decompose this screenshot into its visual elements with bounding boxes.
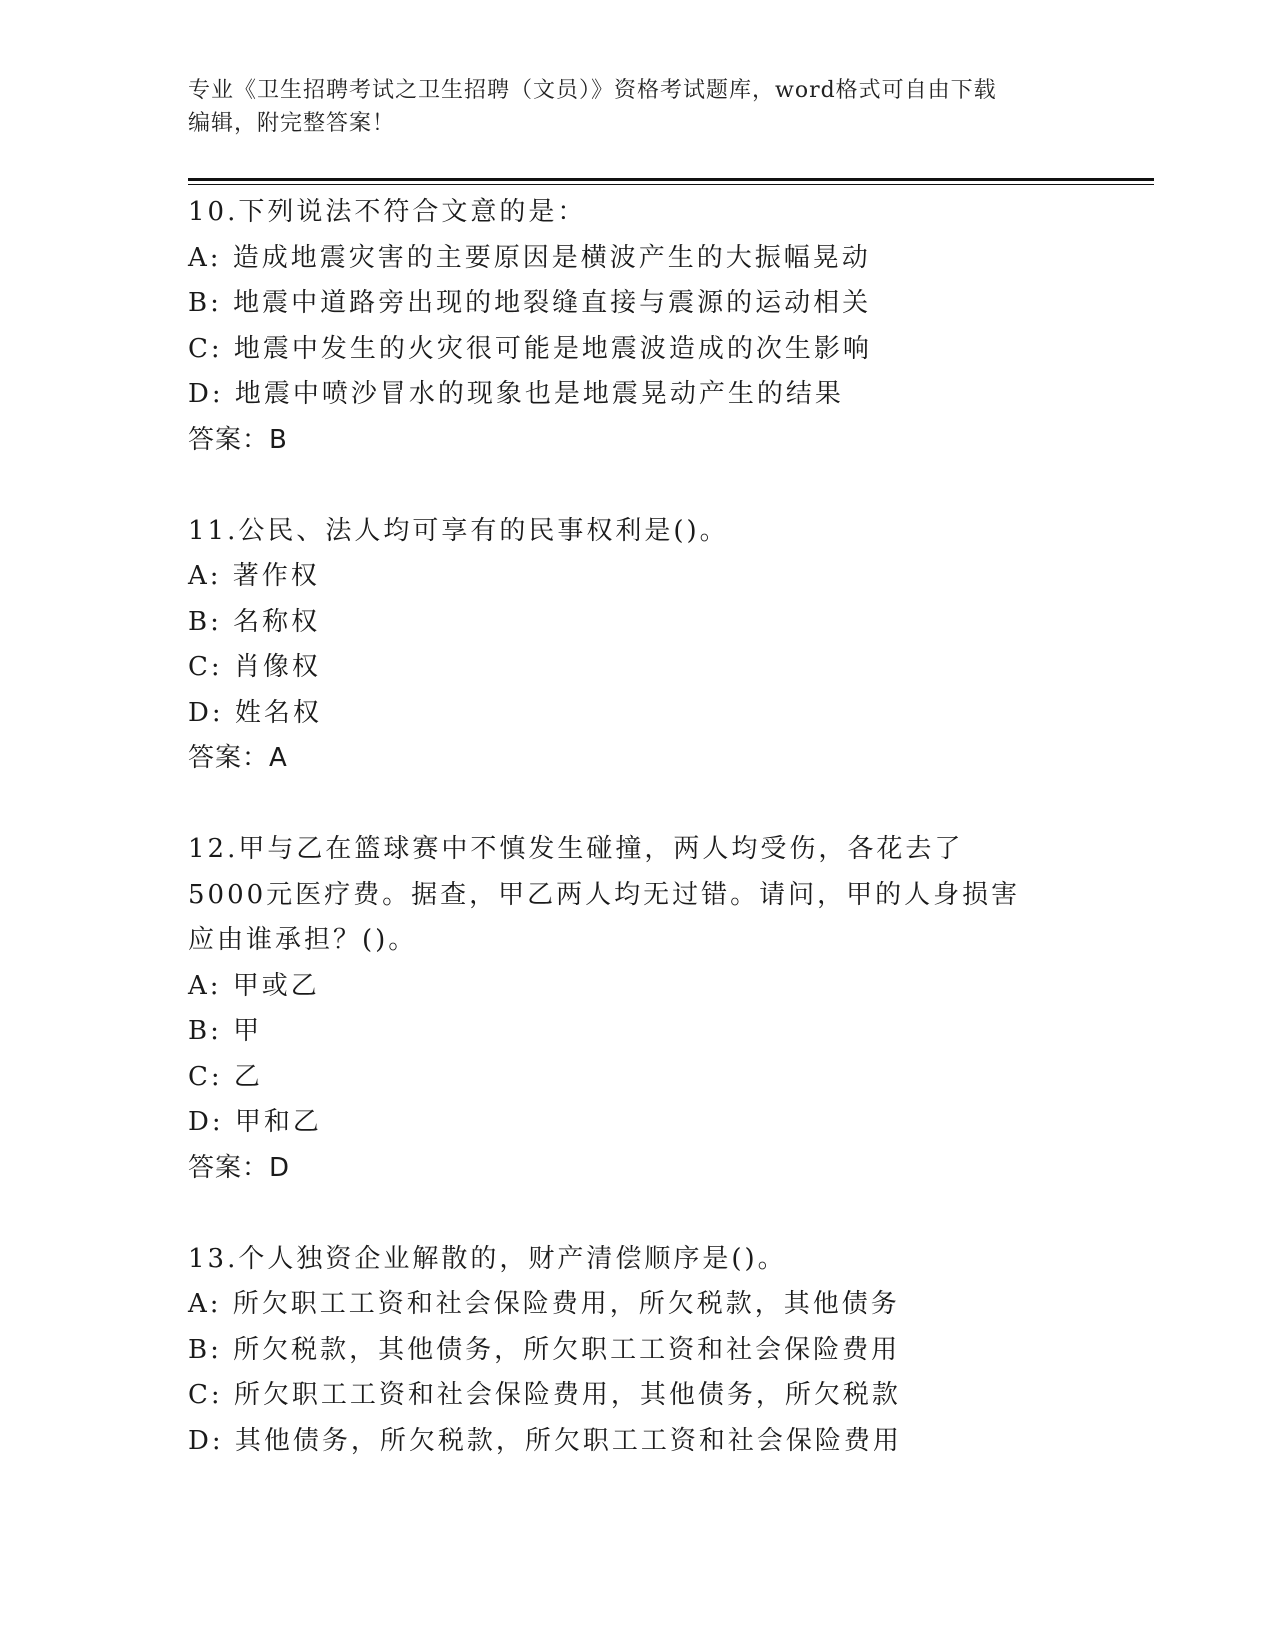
option-c: C: 所欠职工工资和社会保险费用，其他债务，所欠税款 — [188, 1380, 901, 1410]
header-divider-thin — [188, 184, 1154, 185]
option-a: A: 甲或乙 — [188, 970, 320, 1001]
answer: 答案：D — [188, 1152, 291, 1183]
option-b: B: 地震中道路旁出现的地裂缝直接与震源的运动相关 — [188, 288, 872, 318]
question-11 — [188, 509, 1088, 782]
option-a: A: 著作权 — [188, 561, 320, 591]
spacer — [188, 1191, 1088, 1237]
option-b: B: 所欠税款，其他债务，所欠职工工资和社会保险费用 — [188, 1334, 901, 1365]
question-12 — [188, 827, 1088, 1191]
option-d: D: 甲和乙 — [188, 1107, 322, 1137]
answer: 答案：B — [188, 424, 288, 455]
question-stem: 13.个人独资企业解散的，财产清偿顺序是()。 — [188, 1243, 787, 1274]
document-header — [188, 74, 1068, 140]
spacer — [188, 782, 1088, 828]
spacer — [188, 463, 1088, 509]
option-a: A: 造成地震灾害的主要原因是横波产生的大振幅晃动 — [188, 242, 871, 273]
header-line-1: 专业《卫生招聘考试之卫生招聘（文员）》资格考试题库，word格式可自由下载 — [188, 78, 997, 103]
question-stem: 12.甲与乙在篮球赛中不慎发生碰撞，两人均受伤，各花去了5000元医疗费。据查，甲乙两人均无过错。请问，甲的人身损害应由谁承担？()。 — [188, 834, 1021, 955]
question-10 — [188, 190, 1088, 463]
question-list — [188, 190, 1088, 1464]
question-stem: 11.公民、法人均可享有的民事权利是()。 — [188, 515, 729, 546]
option-d: D: 其他债务，所欠税款，所欠职工工资和社会保险费用 — [188, 1425, 902, 1456]
question-13 — [188, 1237, 1088, 1465]
option-d: D: 地震中喷沙冒水的现象也是地震晃动产生的结果 — [188, 379, 844, 409]
header-line-2: 编辑，附完整答案！ — [188, 111, 396, 136]
option-d: D: 姓名权 — [188, 697, 322, 728]
option-c: C: 肖像权 — [188, 652, 321, 682]
option-b: B: 名称权 — [188, 606, 321, 637]
option-c: C: 地震中发生的火灾很可能是地震波造成的次生影响 — [188, 333, 872, 364]
option-c: C: 乙 — [188, 1061, 263, 1092]
answer: 答案：A — [188, 743, 288, 773]
header-divider-thick — [188, 178, 1154, 181]
option-a: A: 所欠职工工资和社会保险费用，所欠税款，其他债务 — [188, 1289, 900, 1319]
option-b: B: 甲 — [188, 1016, 263, 1046]
question-stem: 10.下列说法不符合文意的是： — [188, 197, 587, 227]
